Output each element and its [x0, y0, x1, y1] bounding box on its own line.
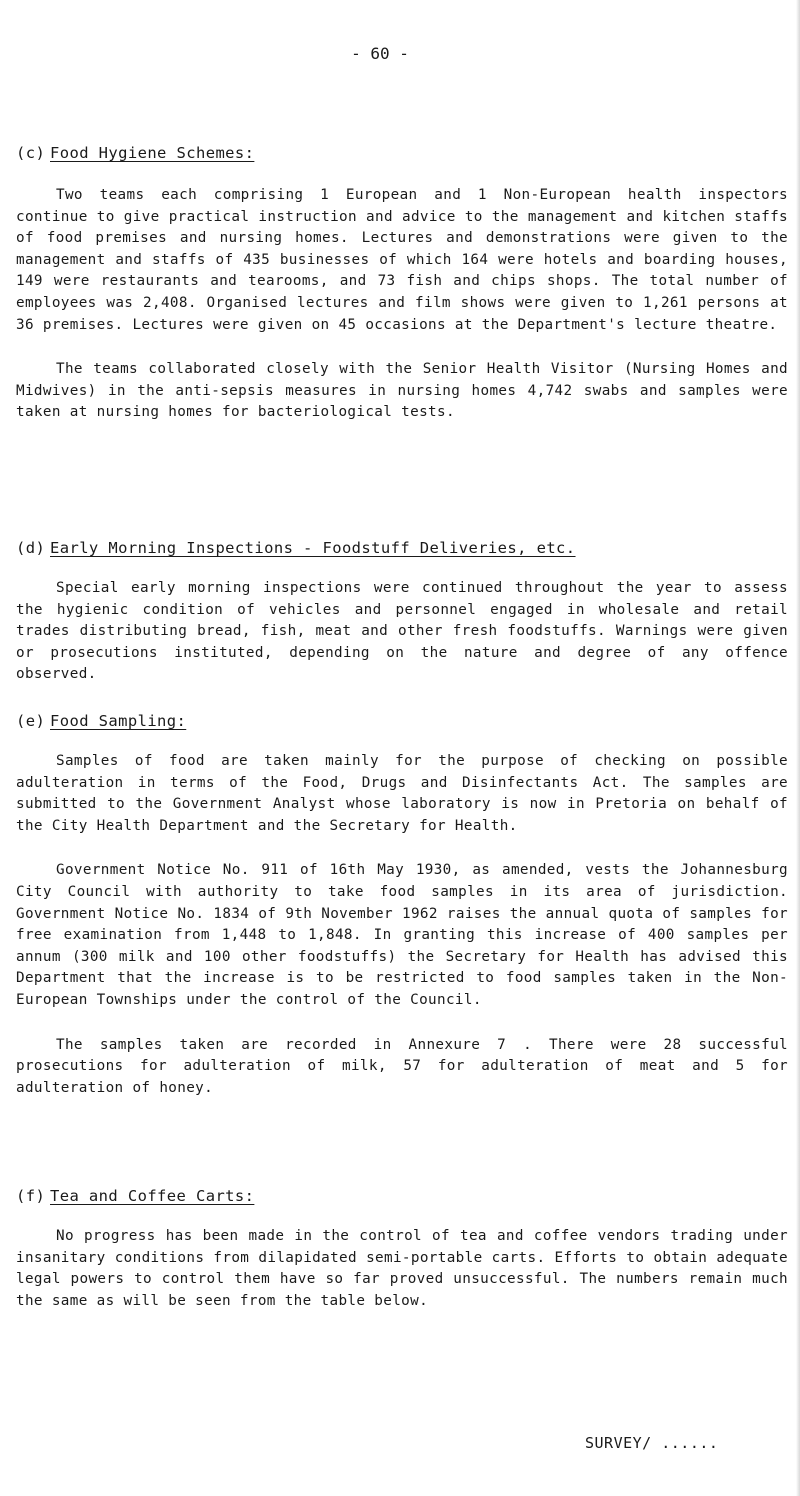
- paragraph: Two teams each comprising 1 European and 1 Non-European health inspectors continue to give practical instruction and advice to the management and kitchen staffs of food premises and nursing homes. Lectures and demonstrations were given to the management and staffs of 435 businesses of which 164 were hotels and boarding houses, 149 were restaurants and tearooms, and 73 fish and chips shops. The total number of employees was 2,408. Organised lectures and film shows were given to 1,261 persons at 36 premises. Lectures were given on 45 occasions at the Department's lecture theatre.: [16, 187, 788, 333]
- paragraph: Special early morning inspections were continued throughout the year to assess the hygienic condition of vehicles and personnel engaged in wholesale and retail trades distributing bread, fish, meat and other fresh foodstuffs. Warnings were given or prosecutions instituted, depending on the nature and degree of any offence observed.: [16, 580, 788, 683]
- section-early-morning-inspections: [16, 539, 788, 686]
- section-title: Food Hygiene Schemes:: [50, 144, 255, 162]
- section-heading: [16, 144, 788, 162]
- section-food-hygiene-schemes: [16, 144, 788, 424]
- catchword-footer: SURVEY/ ......: [585, 1434, 719, 1452]
- section-letter: (e): [16, 712, 46, 730]
- paragraph: No progress has been made in the control of tea and coffee vendors trading under insanitary conditions from dilapidated semi-portable carts. Efforts to obtain adequate legal powers to control them have so far proved unsuccessful. The numbers remain much the same as will be seen from the table below.: [16, 1228, 788, 1309]
- scan-edge-shadow: [796, 0, 800, 1496]
- section-food-sampling: [16, 712, 788, 1099]
- section-letter: (c): [16, 144, 46, 162]
- section-title: Food Sampling:: [50, 712, 187, 730]
- section-tea-and-coffee-carts: [16, 1187, 788, 1312]
- section-title: Early Morning Inspections - Foodstuff Deliveries, etc.: [50, 539, 576, 557]
- paragraph: Government Notice No. 911 of 16th May 1930, as amended, vests the Johannesburg City Council with authority to take food samples in its area of jurisdiction. Government Notice No. 1834 of 9th November 1962 raises the annual quota of samples for free examination from 1,448 to 1,848. In granting this increase of 400 samples per annum (300 milk and 100 other foodstuffs) the Secretary for Health has advised this Department that the increase is to be restricted to food samples taken in the Non-European Townships under the control of the Council.: [16, 862, 788, 1008]
- section-heading: [16, 1187, 788, 1205]
- paragraph: The samples taken are recorded in Annexure 7 . There were 28 successful prosecutions for adulteration of milk, 57 for adulteration of meat and 5 for adulteration of honey.: [16, 1036, 788, 1096]
- section-heading: [16, 712, 788, 730]
- page-number: - 60 -: [351, 44, 409, 63]
- section-letter: (d): [16, 539, 46, 557]
- section-heading: [16, 539, 788, 557]
- paragraph: Samples of food are taken mainly for the purpose of checking on possible adulteration in terms of the Food, Drugs and Disinfectants Act. The samples are submitted to the Government Analyst whose laboratory is now in Pretoria on behalf of the City Health Department and the Secretary for Health.: [16, 753, 788, 834]
- section-letter: (f): [16, 1187, 46, 1205]
- paragraph: The teams collaborated closely with the Senior Health Visitor (Nursing Homes and Midwives) in the anti-sepsis measures in nursing homes 4,742 swabs and samples were taken at nursing homes for bacteriological tests.: [16, 361, 788, 421]
- section-title: Tea and Coffee Carts:: [50, 1187, 255, 1205]
